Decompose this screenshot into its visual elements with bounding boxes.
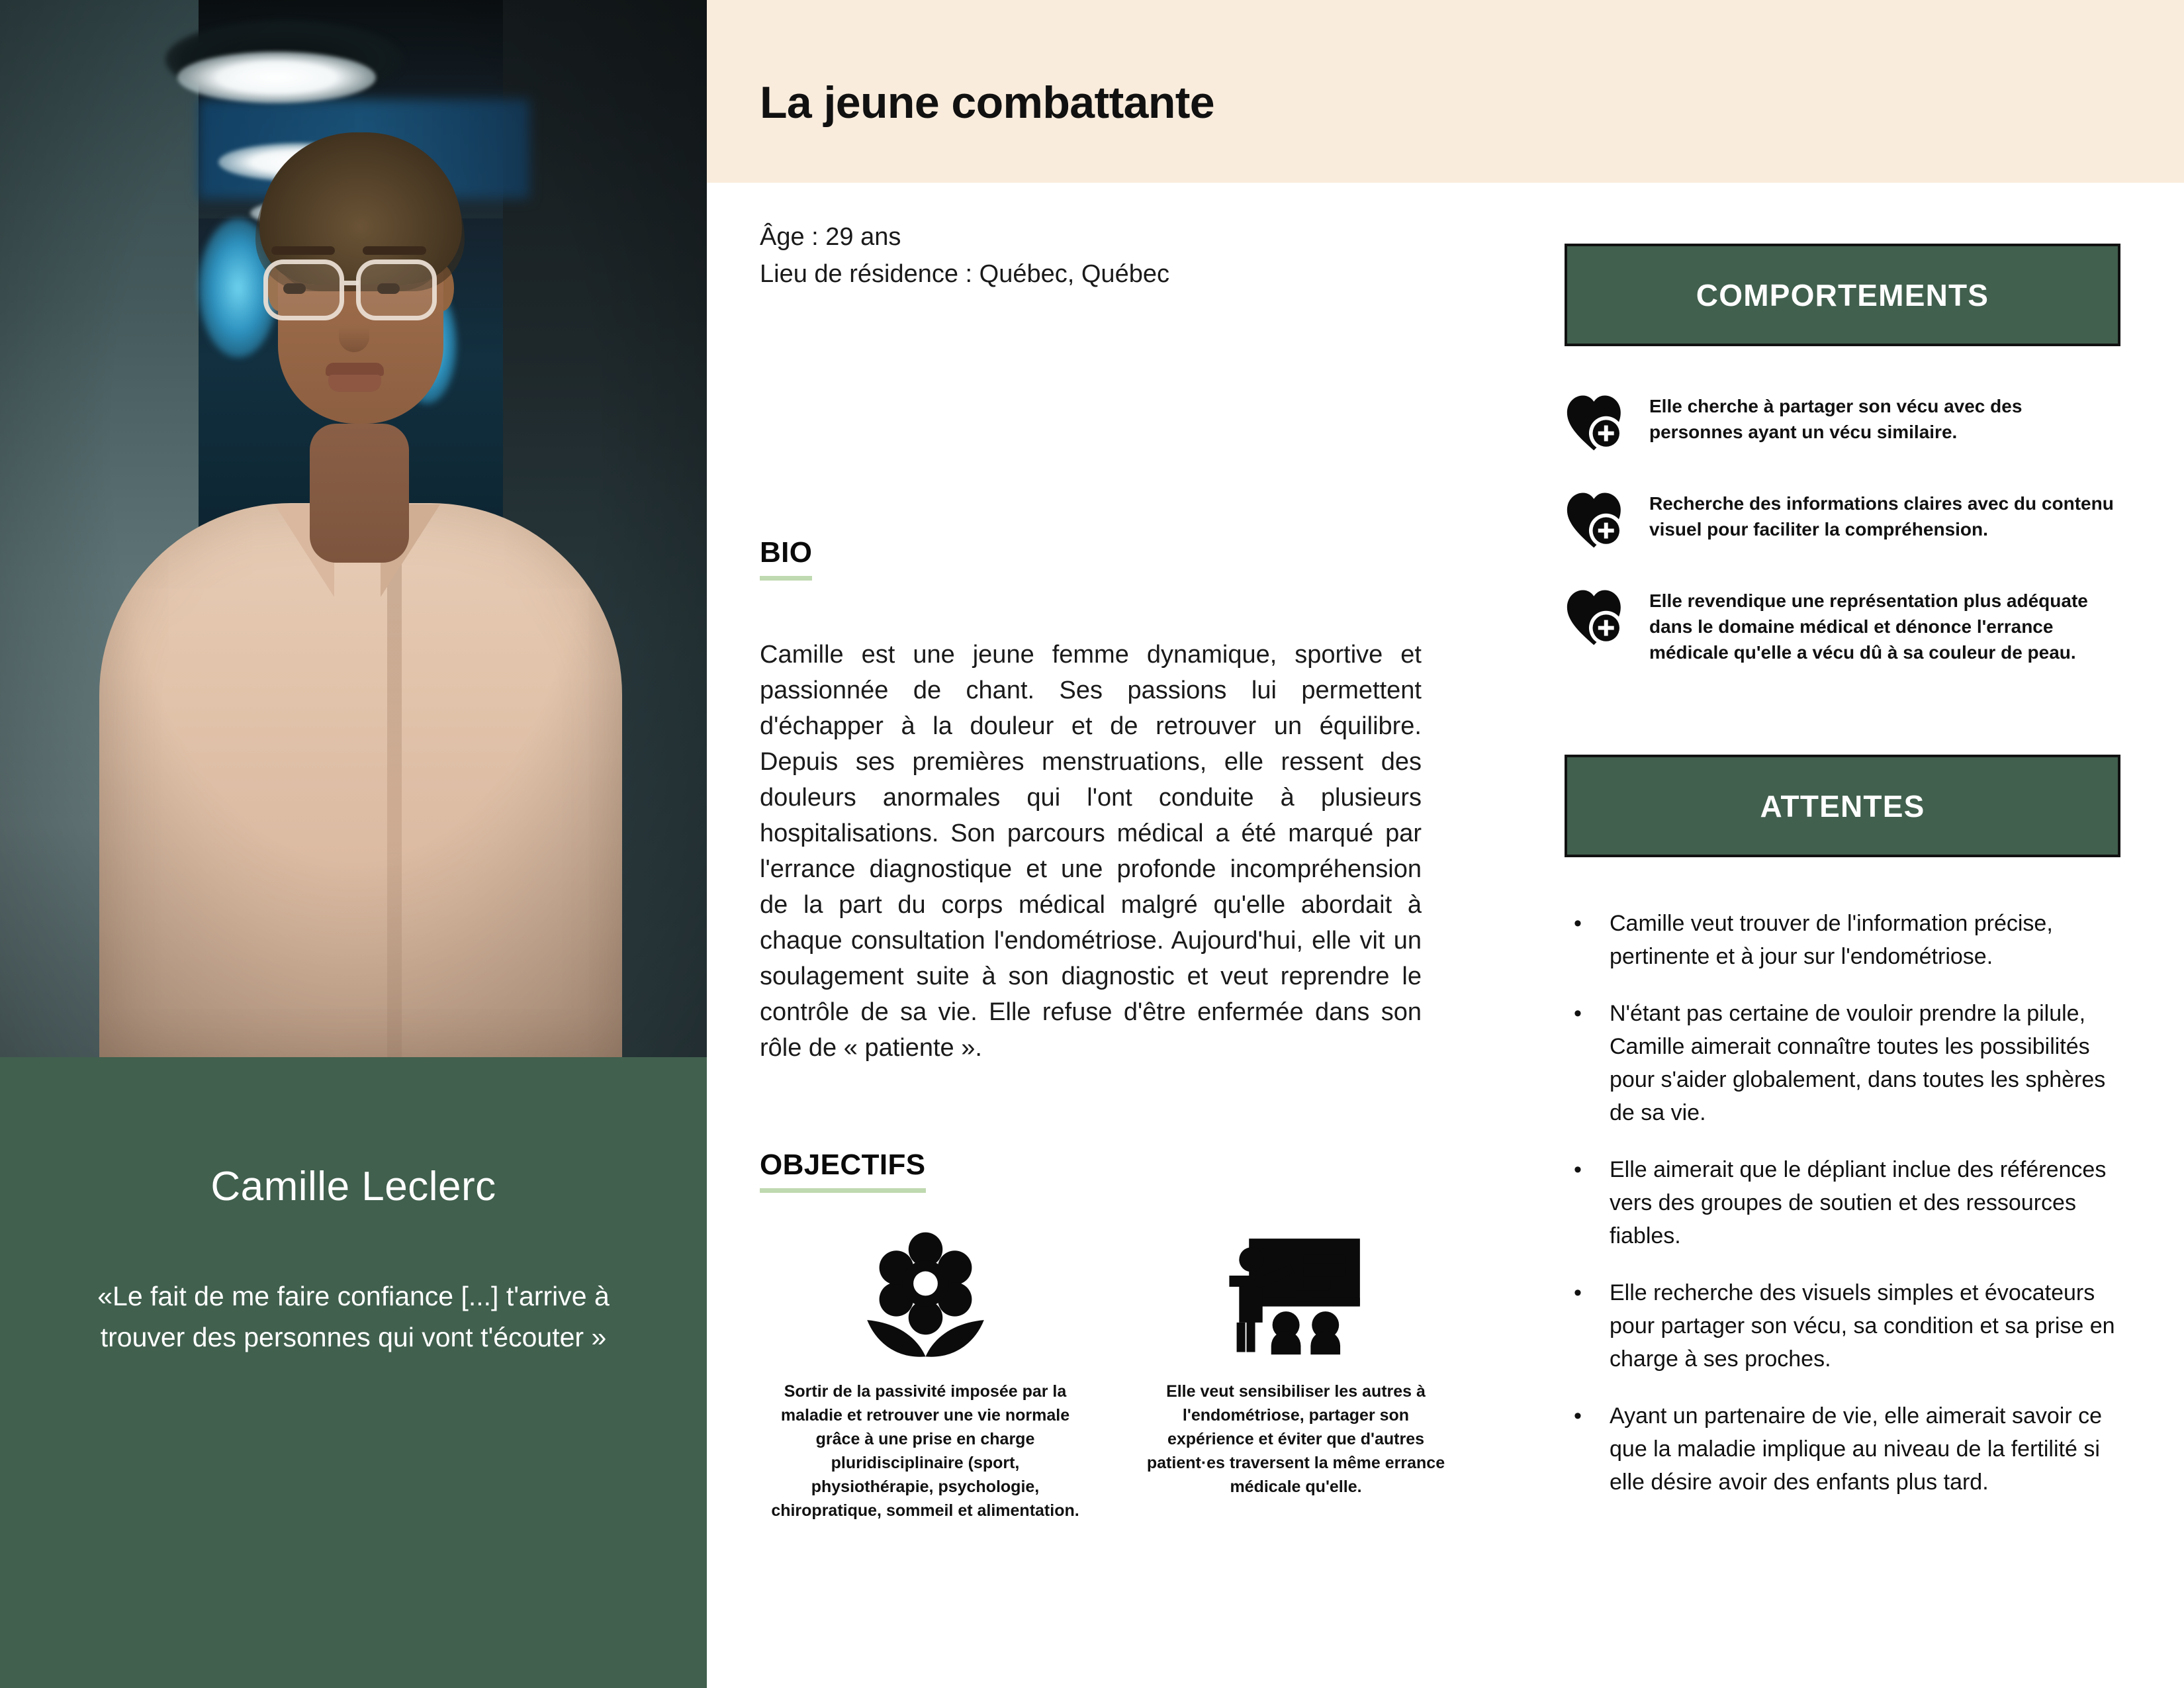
bullet-icon: • (1574, 1157, 1582, 1182)
left-column (0, 0, 707, 1688)
heart-plus-icon (1565, 488, 1629, 553)
objective-caption: Sortir de la passivité imposée par la maladie et retrouver une vie normale grâce à une prise en charge pluridisciplinaire (sport, physiothérapie, psychologie, chiropratique, sommeil et alimentation. (771, 1382, 1079, 1520)
attentes-heading: ATTENTES (1760, 788, 1925, 823)
behaviour-text: Elle revendique une représentation plus adéquate dans le domaine médical et dénonce l'errance médicale qu'elle a vécu dû à sa couleur de peau. (1649, 590, 2088, 663)
bullet-icon: • (1574, 1280, 1582, 1305)
expectation-text: N'étant pas certaine de vouloir prendre la pilule, Camille aimerait connaître toutes les possibilités pour s'aider globalement, dans toutes les sphères de sa vie. (1610, 1001, 2106, 1125)
bullet-icon: • (1574, 911, 1582, 936)
behaviour-item (1565, 391, 2120, 456)
objective-item (760, 1225, 1091, 1523)
persona-name: Camille Leclerc (210, 1164, 496, 1209)
objectives-row (760, 1225, 1461, 1523)
bio-heading-wrap (760, 536, 812, 581)
persona-quote: «Le fait de me faire confiance [...] t'arrive à trouver des personnes qui vont t'écouter » (97, 1281, 610, 1352)
flower-icon (864, 1225, 987, 1364)
expectation-text: Elle recherche des visuels simples et évocateurs pour partager son vécu, sa condition et sa prise en charge à ses proches. (1610, 1280, 2115, 1372)
expectation-text: Elle aimerait que le dépliant inclue des références vers des groupes de soutien et des ressources fiables. (1610, 1157, 2107, 1248)
heart-plus-icon (1565, 585, 1629, 651)
attentes-banner (1565, 755, 2120, 857)
age-line: Âge : 29 ans (760, 223, 901, 251)
expectation-item (1565, 1399, 2120, 1499)
bio-text: Camille est une jeune femme dynamique, sportive et passionnée de chant. Ses passions lui permettent d'échapper à la douleur et de retrouver un équilibre. Depuis ses premières menstruations, elle ressent des douleurs anormales qui l'ont conduite à plusieurs hospitalisations. Son parcours médical a été marqué par l'errance diagnostique et une profonde incompréhension de la part du corps médical malgré qu'elle abordait à chaque consultation l'endométriose. Aujourd'hui, elle vit un soulagement suite à son diagnostic et veut reprendre le contrôle de sa vie. Elle refuse d'être enfermée dans son rôle de « patiente ». (760, 641, 1422, 1062)
attentes-list (1565, 907, 2120, 1523)
page-title: La jeune combattante (760, 77, 1215, 128)
presentation-icon (1226, 1225, 1365, 1364)
objective-item (1130, 1225, 1461, 1523)
objectifs-heading: OBJECTIFS (760, 1149, 926, 1193)
behaviour-item (1565, 488, 2120, 553)
behaviour-text: Recherche des informations claires avec du contenu visuel pour faciliter la compréhension. (1649, 493, 2114, 539)
expectation-text: Camille veut trouver de l'information précise, pertinente et à jour sur l'endométriose. (1610, 911, 2053, 969)
comportements-banner (1565, 244, 2120, 346)
expectation-item (1565, 997, 2120, 1129)
expectation-item (1565, 1276, 2120, 1376)
expectation-text: Ayant un partenaire de vie, elle aimerait savoir ce que la maladie implique au niveau de la fertilité si elle désire avoir des enfants plus tard. (1610, 1403, 2102, 1495)
middle-column (760, 218, 1468, 1520)
persona-photo (0, 0, 707, 1057)
objectifs-heading-wrap (760, 1149, 926, 1193)
bio-heading: BIO (760, 536, 812, 581)
comportements-list (1565, 391, 2120, 697)
behaviour-text: Elle cherche à partager son vécu avec des personnes ayant un vécu similaire. (1649, 396, 2023, 442)
heart-plus-icon (1565, 391, 1629, 456)
expectation-item (1565, 907, 2120, 973)
objective-caption: Elle veut sensibiliser les autres à l'endométriose, partager son expérience et éviter que d'autres patient·es traversent la même errance médicale qu'elle. (1146, 1382, 1445, 1496)
bullet-icon: • (1574, 1403, 1582, 1429)
behaviour-item (1565, 585, 2120, 665)
bullet-icon: • (1574, 1001, 1582, 1026)
expectation-item (1565, 1153, 2120, 1252)
comportements-heading: COMPORTEMENTS (1696, 277, 1989, 312)
persona-name-card (0, 1057, 707, 1688)
residence-line: Lieu de résidence : Québec, Québec (760, 260, 1169, 288)
photo-vignette (0, 0, 707, 1057)
identity-block (760, 218, 1468, 293)
